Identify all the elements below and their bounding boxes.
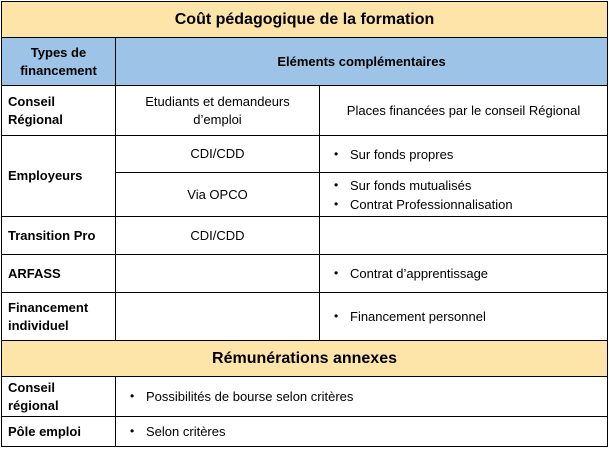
- list-item: • Sur fonds mutualisés: [334, 177, 472, 193]
- bullet-list: [326, 176, 601, 214]
- bullet-icon: •: [334, 196, 339, 211]
- bullet-icon: •: [334, 266, 339, 280]
- table-header-row: [2, 38, 608, 86]
- remunerations-title: Rémunérations annexes: [2, 341, 608, 377]
- table-row: [2, 86, 608, 136]
- row-label-arfass: ARFASS: [2, 255, 116, 293]
- row-label-transition-pro: Transition Pro: [2, 217, 116, 255]
- table-row: [2, 136, 608, 173]
- bullet-list: [122, 387, 601, 406]
- cell-arfass-public: [116, 255, 320, 293]
- row-label-financement-individuel: Financement individuel: [2, 293, 116, 341]
- cell-transition-pro-contract: CDI/CDD: [116, 217, 320, 255]
- table-row: [2, 377, 608, 417]
- cell-conseil-regional-detail: Places financées par le conseil Régional: [320, 86, 608, 136]
- bullet-icon: •: [130, 389, 135, 403]
- table-title-row: [2, 2, 608, 38]
- table-row: [2, 255, 608, 293]
- list-item: • Contrat d’apprentissage: [334, 266, 489, 281]
- header-elements: Eléments complémentaires: [116, 38, 608, 86]
- list-item: • Financement personnel: [334, 309, 486, 324]
- row-label-conseil-regional: Conseil Régional: [2, 86, 116, 136]
- table-row: [2, 293, 608, 341]
- cell-employeurs-opco: Via OPCO: [116, 173, 320, 217]
- bullet-list: [122, 422, 601, 441]
- cell-conseil-regional-public: Etudiants et demandeurs d’emploi: [116, 86, 320, 136]
- header-types: Types de financement: [2, 38, 116, 86]
- table-row: [2, 217, 608, 255]
- list-item: • Contrat Professionnalisation: [334, 196, 513, 212]
- table-row: [2, 417, 608, 447]
- cell-remu-conseil-regional: [116, 377, 608, 417]
- cell-financement-individuel-public: [116, 293, 320, 341]
- bullet-icon: •: [130, 424, 135, 438]
- row-label-pole-emploi: Pôle emploi: [2, 417, 116, 447]
- bullet-list: [326, 264, 601, 283]
- cell-transition-pro-detail: [320, 217, 608, 255]
- bullet-list: [326, 145, 601, 164]
- row-label-employeurs: Employeurs: [2, 136, 116, 217]
- bullet-list: [326, 307, 601, 326]
- section-title-row: [2, 341, 608, 377]
- cell-arfass-detail: [320, 255, 608, 293]
- cell-employeurs-contract: CDI/CDD: [116, 136, 320, 173]
- financing-table: [1, 1, 608, 447]
- list-item: • Selon critères: [130, 424, 226, 439]
- row-label-remu-conseil-regional: Conseil régional: [2, 377, 116, 417]
- list-item: • Possibilités de bourse selon critères: [130, 389, 354, 404]
- bullet-icon: •: [334, 309, 339, 323]
- bullet-icon: •: [334, 146, 339, 161]
- cell-employeurs-opco-funding: [320, 173, 608, 217]
- list-item: • Sur fonds propres: [334, 146, 454, 162]
- bullet-icon: •: [334, 177, 339, 192]
- cell-pole-emploi: [116, 417, 608, 447]
- table-title: Coût pédagogique de la formation: [2, 2, 608, 38]
- cell-employeurs-funding: [320, 136, 608, 173]
- cell-financement-individuel-detail: [320, 293, 608, 341]
